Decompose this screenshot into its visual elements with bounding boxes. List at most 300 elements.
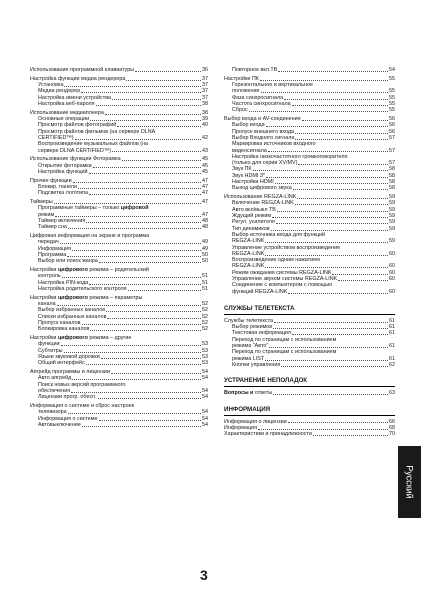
- toc-text: Информация: [224, 424, 258, 431]
- toc-page-number: 47: [202, 184, 208, 191]
- toc-page-number: 48: [202, 224, 208, 231]
- toc-dot-leader: [313, 435, 388, 436]
- toc-dot-leader: [295, 204, 388, 205]
- toc-text: REGZA-LINK: [232, 263, 265, 270]
- toc-text: Выбор входа и AV-соединения: [224, 116, 301, 123]
- toc-page-number: 52: [202, 301, 208, 308]
- toc-dot-leader: [268, 151, 388, 152]
- toc-section: [30, 295, 208, 333]
- toc-dot-leader: [135, 71, 201, 72]
- toc-text: Выбор Входного сигнала: [232, 134, 295, 141]
- toc-text: Настройки HDMI: [232, 179, 274, 186]
- toc-text: Настройка функций: [38, 168, 88, 175]
- toc-section: [30, 403, 208, 428]
- toc-dot-leader: [266, 126, 388, 127]
- toc-page-number: 54: [202, 369, 208, 376]
- toc-dot-leader: [98, 398, 201, 399]
- toc-page-number: 39: [202, 116, 208, 123]
- toc-entry[interactable]: [30, 169, 208, 175]
- toc-page-number: 58: [389, 166, 395, 173]
- toc-dot-leader: [292, 105, 388, 106]
- toc-page-number: 54: [202, 394, 208, 401]
- toc-entry-title: [38, 148, 111, 154]
- toc-dot-leader: [89, 284, 201, 285]
- toc-text: Сброс: [232, 107, 248, 114]
- toc-text: REGZA-LINK: [232, 250, 265, 257]
- toc-dot-leader: [57, 305, 201, 306]
- toc-page-number: 58: [389, 172, 395, 179]
- toc-highlight-text: цифровой: [120, 205, 149, 212]
- toc-text: Тип динамиков: [232, 225, 270, 232]
- toc-page-number: 54: [202, 375, 208, 382]
- toc-page-number: 59: [389, 213, 395, 220]
- toc-entry-title: [38, 422, 81, 428]
- toc-entry-title: [30, 67, 134, 73]
- toc-text: контроль: [38, 273, 61, 280]
- toc-dot-leader: [249, 111, 388, 112]
- toc-entry-title: [224, 431, 312, 437]
- toc-bold-text: Вопросы и: [224, 390, 255, 397]
- toc-entry-title: [232, 67, 277, 73]
- toc-dot-leader: [107, 318, 201, 319]
- toc-dot-leader: [295, 133, 388, 134]
- toc-page-number: 57: [389, 147, 395, 154]
- toc-section: [30, 178, 208, 197]
- toc-text: передач: [38, 239, 59, 246]
- toc-text: Таймер сна: [38, 224, 67, 231]
- toc-page-number: 45: [202, 162, 208, 169]
- toc-dot-leader: [96, 105, 201, 106]
- toc-text: Открытие фоторамки: [38, 162, 92, 169]
- toc-dot-leader: [60, 243, 201, 244]
- toc-section: [30, 369, 208, 400]
- toc-page-number: 70: [389, 431, 395, 438]
- toc-text: Выбор входа: [232, 122, 265, 129]
- toc-dot-leader: [55, 216, 201, 217]
- toc-page-number: 63: [389, 390, 395, 397]
- language-tab: [398, 446, 421, 518]
- toc-page-number: 54: [202, 415, 208, 422]
- toc-text: режима LIST: [232, 355, 265, 362]
- toc-text: Цифровая информация на экране и программа: [30, 233, 150, 240]
- toc-dot-leader: [67, 256, 201, 257]
- toc-page-number: 37: [202, 82, 208, 89]
- toc-text: Медиа рендерер: [38, 88, 81, 95]
- toc-section: [30, 335, 208, 366]
- toc-dot-leader: [112, 151, 201, 152]
- toc-page-number: 52: [202, 313, 208, 320]
- toc-text: Блокировка каналов: [38, 326, 90, 333]
- toc-entry[interactable]: [30, 258, 208, 264]
- toc-text: режим: [38, 211, 55, 218]
- toc-text: Маркировка источников входного: [232, 141, 316, 148]
- toc-page-number: 55: [389, 88, 395, 95]
- toc-text: Службы телетекста: [224, 317, 274, 324]
- toc-text: Настройка веб-пароля: [38, 100, 95, 107]
- toc-page-number: 61: [389, 317, 395, 324]
- toc-left-column: [30, 67, 208, 431]
- toc-section: [30, 233, 208, 264]
- toc-text: Информация о системе: [38, 415, 98, 422]
- toc-dot-leader: [272, 217, 388, 218]
- toc-page-number: 56: [389, 128, 395, 135]
- toc-text: (только для серии XV/MV): [232, 160, 298, 167]
- toc-dot-leader: [86, 364, 201, 365]
- toc-dot-leader: [297, 198, 388, 199]
- toc-text: Настройки: [30, 267, 58, 274]
- toc-section: [30, 267, 208, 292]
- toc-dot-leader: [78, 188, 201, 189]
- toc-dot-leader: [62, 277, 201, 278]
- toc-page-number: 59: [389, 225, 395, 232]
- toc-section: [30, 76, 208, 107]
- toc-text: Настройки: [30, 335, 58, 342]
- toc-text: канала: [38, 301, 56, 308]
- toc-dot-leader: [117, 126, 201, 127]
- toc-text: Прочие функции: [30, 177, 72, 184]
- toc-text: Управление устройством воспроизведение: [232, 244, 341, 251]
- toc-dot-leader: [72, 250, 201, 251]
- toc-entry-title: [232, 107, 248, 113]
- toc-section: [224, 116, 395, 192]
- toc-text: Ждущий режим: [232, 213, 272, 220]
- toc-dot-leader: [89, 173, 201, 174]
- toc-text: Использование программной клавиатуры: [30, 67, 135, 73]
- toc-text: Характеристики и принадлежности: [224, 431, 312, 438]
- toc-page-number: 61: [389, 330, 395, 337]
- toc-section-info: [224, 406, 395, 438]
- toc-entry-title: [38, 394, 97, 400]
- toc-dot-leader: [265, 267, 388, 268]
- toc-dot-leader: [298, 164, 388, 165]
- toc-dot-leader: [126, 80, 201, 81]
- toc-page-number: 66: [389, 418, 395, 425]
- toc-section: [224, 67, 395, 73]
- toc-dot-leader: [90, 330, 201, 331]
- toc-dot-leader: [273, 394, 388, 395]
- toc-text: положение: [232, 88, 260, 95]
- toc-page-number: 54: [202, 409, 208, 416]
- toc-dot-leader: [302, 120, 388, 121]
- toc-dot-leader: [122, 160, 201, 161]
- toc-text: Настройка имени устройства: [38, 94, 112, 101]
- toc-text: REGZA-LINK: [232, 238, 265, 245]
- toc-page-number: 68: [389, 424, 395, 431]
- toc-text: Поиск новых версий программного: [38, 381, 126, 388]
- toc-page-number: 45: [202, 156, 208, 163]
- toc-entry[interactable]: [30, 422, 208, 428]
- toc-page-number: 38: [202, 100, 208, 107]
- toc-text: Текстовая информация: [232, 330, 291, 337]
- toc-text: Воспроизведение музыкальных файлов (на: [38, 141, 149, 148]
- toc-text: Основные операции: [38, 116, 90, 123]
- toc-dot-leader: [273, 328, 388, 329]
- toc-text: Управление звуком системы REGZA-LINK: [232, 276, 338, 282]
- toc-dot-leader: [271, 230, 388, 231]
- toc-entry[interactable]: [224, 289, 395, 295]
- toc-page-number: 61: [389, 355, 395, 362]
- toc-entry-title: [38, 360, 85, 366]
- toc-entry[interactable]: [30, 148, 208, 154]
- toc-page-number: 57: [389, 134, 395, 141]
- toc-entry[interactable]: [224, 185, 395, 191]
- toc-page-number: 49: [202, 239, 208, 246]
- toc-entry-title: [38, 101, 95, 107]
- toc-section: [30, 67, 208, 73]
- toc-section: [224, 194, 395, 295]
- toc-text: Просмотр файлов фильмов (на сервере DLNA: [38, 128, 156, 135]
- toc-dot-leader: [54, 203, 201, 204]
- toc-text: Воспроизведение одним нажатием: [232, 257, 320, 264]
- toc-dot-leader: [101, 358, 201, 359]
- toc-dot-leader: [261, 92, 388, 93]
- section-heading: УСТРАНЕНИЕ НЕПОЛАДОК: [224, 377, 395, 387]
- toc-highlight-text: цифрового: [57, 335, 88, 342]
- language-tab-label: Русский: [404, 465, 415, 499]
- toc-dot-leader: [253, 170, 388, 171]
- toc-page-number: 47: [202, 211, 208, 218]
- toc-dot-leader: [269, 347, 388, 348]
- toc-text: Повторное вкл.ТВ: [232, 67, 278, 73]
- toc-page-number: 60: [389, 263, 395, 270]
- toc-text: Общий интерфейс: [38, 360, 85, 367]
- toc-page-number: 47: [202, 199, 208, 206]
- toc-text: обеспечения: [38, 387, 71, 394]
- toc-text: сервере DLNA CERTIFIED™): [38, 147, 112, 154]
- toc-page-number: 58: [389, 185, 395, 192]
- toc-dot-leader: [284, 99, 388, 100]
- toc-page-number: 60: [389, 288, 395, 295]
- toc-dot-leader: [61, 345, 201, 346]
- toc-section: [30, 110, 208, 154]
- toc-section: [30, 156, 208, 175]
- toc-page-number: 62: [389, 361, 395, 368]
- toc-page-number: 43: [202, 147, 208, 154]
- toc-page-number: 59: [389, 200, 395, 207]
- toc-dot-leader: [64, 352, 201, 353]
- toc-text: Информация о лицензии: [224, 418, 287, 425]
- toc-page-number: 53: [202, 360, 208, 367]
- toc-section-troubleshoot: [224, 377, 395, 396]
- toc-page-number: 56: [389, 122, 395, 129]
- toc-entry[interactable]: [30, 190, 208, 196]
- toc-dot-leader: [266, 177, 388, 178]
- toc-dot-leader: [105, 114, 201, 115]
- toc-dot-leader: [260, 80, 388, 81]
- toc-dot-leader: [275, 183, 388, 184]
- toc-page-number: 53: [202, 341, 208, 348]
- toc-dot-leader: [68, 413, 201, 414]
- toc-text: Горизонтальное и вертикальное: [232, 82, 313, 89]
- toc-dot-leader: [128, 290, 201, 291]
- section-heading: СЛУЖБЫ ТЕЛЕТЕКСТА: [224, 305, 395, 315]
- toc-text: Пропуск каналов: [38, 319, 81, 326]
- toc-text: Выбор источника входа для функций: [232, 231, 326, 238]
- toc-page-number: 54: [389, 67, 395, 73]
- toc-text: Автовыключение: [38, 421, 81, 428]
- toc-page-number: 37: [202, 88, 208, 95]
- toc-page-number: 55: [389, 94, 395, 101]
- toc-dot-leader: [292, 334, 388, 335]
- toc-page-number: 55: [389, 107, 395, 114]
- toc-entry[interactable]: [224, 67, 395, 73]
- toc-entry[interactable]: [30, 101, 208, 107]
- toc-page-number: 56: [389, 116, 395, 123]
- toc-page-number: 50: [202, 252, 208, 259]
- toc-page-number: 60: [389, 276, 395, 282]
- toc-page-number: 61: [389, 343, 395, 350]
- toc-dot-leader: [99, 262, 201, 263]
- toc-text: Выбор или поиск жанра: [38, 258, 98, 265]
- toc-page-number: 51: [202, 286, 208, 292]
- toc-page-number: 48: [202, 218, 208, 225]
- toc-text: режима – родительский: [87, 267, 149, 274]
- toc-dot-leader: [288, 293, 388, 294]
- toc-entry[interactable]: [224, 431, 395, 437]
- toc-dot-leader: [86, 222, 201, 223]
- toc-text: Информация: [38, 245, 72, 252]
- toc-text: Программные таймеры – только: [38, 205, 121, 212]
- toc-text: Таймер включения: [38, 218, 86, 225]
- toc-text: режима – другие: [87, 335, 132, 342]
- toc-dot-leader: [338, 280, 388, 281]
- toc-text: Субтитры: [38, 347, 63, 354]
- toc-page-number: 58: [389, 179, 395, 186]
- toc-text: Настройка функции медиа рендерера: [30, 75, 126, 82]
- toc-dot-leader: [288, 422, 388, 423]
- section-heading: ИНФОРМАЦИЯ: [224, 406, 395, 416]
- toc-text: Использование REGZA-LINK: [224, 194, 297, 201]
- toc-entry-title: [38, 190, 88, 196]
- toc-page-number: 37: [202, 75, 208, 82]
- toc-text: режима "Авто": [232, 343, 269, 350]
- toc-entry[interactable]: [224, 107, 395, 113]
- toc-text: Переход по страницам с использованием: [232, 349, 337, 356]
- toc-text: Апгрейд программы и лицензии: [30, 369, 110, 376]
- toc-entry-title: [224, 390, 272, 396]
- toc-text: режима – параметры: [87, 294, 143, 301]
- toc-dot-leader: [258, 429, 388, 430]
- toc-text: Настройки ПК: [224, 75, 259, 82]
- toc-page-number: 53: [202, 347, 208, 354]
- toc-entry[interactable]: [30, 286, 208, 292]
- toc-page-number: 49: [202, 245, 208, 252]
- toc-text: Авто вкл/выкл ТВ: [232, 206, 276, 213]
- toc-text: Фаза синхросигнала: [232, 94, 284, 101]
- toc-text: Просмотр файлов фотографий: [38, 122, 117, 129]
- toc-dot-leader: [82, 426, 201, 427]
- toc-entry[interactable]: [30, 67, 208, 73]
- toc-page-number: 60: [389, 269, 395, 276]
- toc-dot-leader: [89, 194, 201, 195]
- toc-text: Настройка низкочастотного громкоговорителя: [232, 153, 348, 160]
- toc-text: телевизора: [38, 409, 67, 416]
- toc-text: функции: [38, 341, 60, 348]
- toc-page-number: 59: [389, 194, 395, 201]
- toc-dot-leader: [75, 139, 201, 140]
- toc-entry[interactable]: [30, 360, 208, 366]
- toc-dot-leader: [106, 311, 201, 312]
- toc-text: Подсветка логотипа: [38, 190, 88, 197]
- toc-dot-leader: [111, 373, 201, 374]
- toc-text: Кнопки управления: [232, 361, 281, 368]
- toc-entry[interactable]: [224, 362, 395, 368]
- toc-page-number: 54: [202, 387, 208, 394]
- toc-page-number: 57: [389, 160, 395, 167]
- toc-text: Установка: [38, 82, 64, 89]
- toc-text: Списки избранных каналов: [38, 313, 107, 320]
- toc-page-number: 54: [202, 421, 208, 428]
- toc-text: ответы: [254, 390, 273, 397]
- page-number: 3: [200, 567, 208, 583]
- toc-dot-leader: [278, 71, 388, 72]
- toc-page-number: 45: [202, 168, 208, 175]
- toc-dot-leader: [82, 324, 202, 325]
- toc-dot-leader: [265, 242, 388, 243]
- toc-section: [30, 199, 208, 230]
- toc-entry[interactable]: [30, 224, 208, 230]
- toc-text: Информация о системе и сброс настроек: [30, 403, 134, 410]
- toc-text: Программа: [38, 252, 67, 259]
- toc-entry-title: [38, 286, 127, 292]
- toc-page-number: 51: [202, 273, 208, 280]
- toc-entry[interactable]: [30, 394, 208, 400]
- toc-page-number: 40: [202, 122, 208, 129]
- toc-text: CERTIFIED™): [38, 134, 74, 141]
- toc-text: Включение REGZA-LINK: [232, 200, 294, 207]
- toc-page-number: 53: [202, 353, 208, 360]
- toc-text: Звук HDMI 3*: [232, 172, 265, 179]
- toc-dot-leader: [99, 420, 201, 421]
- toc-page-number: 47: [202, 177, 208, 184]
- toc-dot-leader: [71, 392, 201, 393]
- toc-highlight-text: цифрового: [57, 294, 88, 301]
- toc-dot-leader: [265, 360, 388, 361]
- toc-text: Лицензии прогр. обесп.: [38, 394, 97, 401]
- toc-page-number: 42: [202, 134, 208, 141]
- toc-dot-leader: [73, 182, 201, 183]
- toc-dot-leader: [64, 86, 201, 87]
- toc-text: Настройка родительского контроля: [38, 286, 127, 292]
- toc-dot-leader: [276, 223, 388, 224]
- toc-entry-title: [38, 326, 89, 332]
- toc-text: Переход по страницам с использованием: [232, 336, 337, 343]
- toc-entry-title: [38, 258, 98, 264]
- toc-page-number: 55: [389, 75, 395, 82]
- toc-page-number: 52: [202, 319, 208, 326]
- toc-dot-leader: [332, 274, 388, 275]
- toc-page-number: 60: [389, 250, 395, 257]
- toc-text: Настройки: [30, 294, 58, 301]
- toc-page-number: 37: [202, 94, 208, 101]
- toc-text: Использование функции Фоторамка: [30, 156, 121, 163]
- toc-text: Выбор режимов: [232, 324, 273, 331]
- toc-entry[interactable]: [30, 326, 208, 332]
- toc-text: функций REGZA-LINK: [232, 288, 288, 295]
- toc-entry-title: [232, 289, 287, 295]
- toc-entry[interactable]: [224, 390, 395, 396]
- toc-section: [224, 76, 395, 114]
- toc-highlight-text: цифрового: [57, 267, 88, 274]
- toc-dot-leader: [90, 120, 201, 121]
- toc-text: видеосигнала: [232, 147, 267, 154]
- toc-dot-leader: [265, 255, 388, 256]
- toc-entry-title: [38, 169, 88, 175]
- toc-page-number: 52: [202, 326, 208, 333]
- toc-page-number: 36: [202, 67, 208, 73]
- toc-dot-leader: [81, 92, 201, 93]
- toc-dot-leader: [72, 379, 201, 380]
